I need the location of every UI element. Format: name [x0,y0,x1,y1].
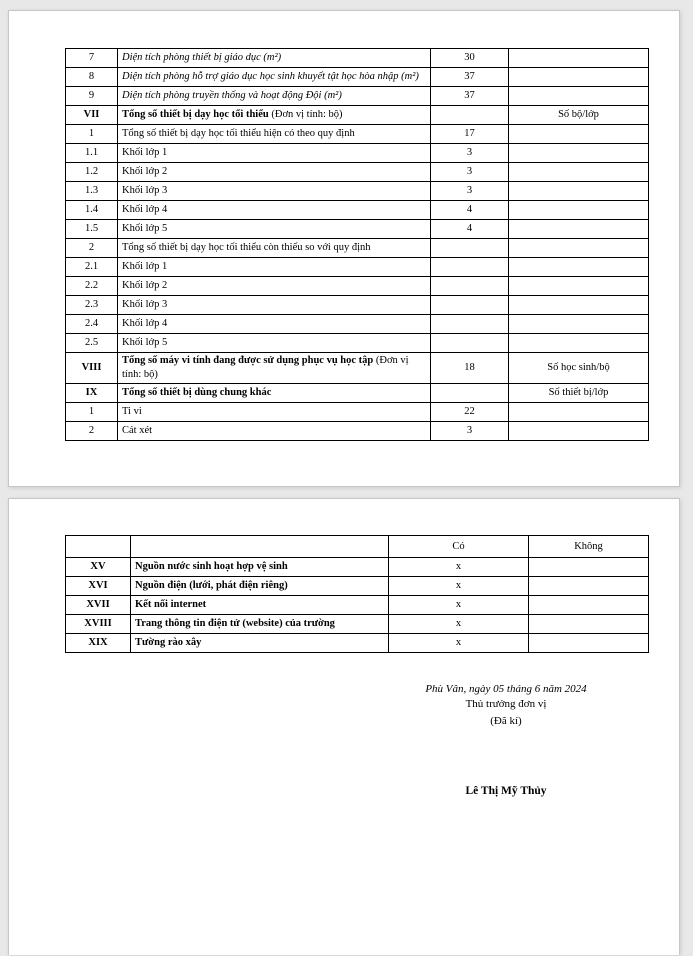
row-description: Tổng số thiết bị dạy học tối thiểu hiện có theo quy định [118,125,431,144]
row-value: 18 [431,353,509,384]
table-row [66,106,649,125]
row-khong-mark [529,615,649,634]
row-number: XVII [66,596,131,615]
row-note [509,49,649,68]
row-number: XVI [66,577,131,596]
table-row [66,201,649,220]
table-row [66,334,649,353]
row-value: 37 [431,87,509,106]
row-description: Khối lớp 5 [118,220,431,239]
row-number: 7 [66,49,118,68]
table-row [66,277,649,296]
row-description: Khối lớp 4 [118,201,431,220]
row-description: Tường rào xây [131,634,389,653]
row-value [431,315,509,334]
row-note [509,201,649,220]
table-row [66,258,649,277]
row-number: 8 [66,68,118,87]
row-description: Khối lớp 5 [118,334,431,353]
signature-name: Lê Thị Mỹ Thủy [465,785,547,797]
row-note [509,315,649,334]
row-number: 1 [66,402,118,421]
row-number: XVIII [66,615,131,634]
row-note [509,144,649,163]
row-note [509,87,649,106]
table-row [66,634,649,653]
row-description: Nguồn nước sinh hoạt hợp vệ sinh [131,558,389,577]
signature-block [333,683,679,797]
row-number: 1.1 [66,144,118,163]
row-number: 1.3 [66,182,118,201]
row-description: Ti vi [118,402,431,421]
row-value [431,277,509,296]
header-empty-number [66,536,131,558]
row-value: 30 [431,49,509,68]
row-note [509,220,649,239]
signature-title: Thủ trưởng đơn vị [465,698,547,710]
row-number: 1 [66,125,118,144]
row-number: 2 [66,239,118,258]
row-value [431,258,509,277]
row-number: XIX [66,634,131,653]
row-description: Kết nối internet [131,596,389,615]
table-row [66,296,649,315]
table-row [66,383,649,402]
row-number: IX [66,383,118,402]
table-row [66,163,649,182]
signature-signed-note: (Đã kí) [490,715,522,727]
table-row [66,596,649,615]
row-value [431,106,509,125]
row-value: 37 [431,68,509,87]
table-row [66,144,649,163]
table-header-row [66,536,649,558]
row-description: Khối lớp 3 [118,296,431,315]
row-description: Khối lớp 2 [118,277,431,296]
row-number: 2.4 [66,315,118,334]
row-note: Số học sinh/bộ [509,353,649,384]
table-row [66,577,649,596]
row-note [509,402,649,421]
row-value: 3 [431,421,509,440]
row-number: 1.2 [66,163,118,182]
row-note [509,239,649,258]
row-value: 4 [431,201,509,220]
row-note [509,296,649,315]
row-description: Tổng số thiết bị dạy học tối thiểu (Đơn vị tính: bộ) [118,106,431,125]
row-note [509,125,649,144]
row-description: Trang thông tin điện tử (website) của trường [131,615,389,634]
table-row [66,239,649,258]
table-row [66,421,649,440]
row-value [431,334,509,353]
table-row [66,220,649,239]
row-khong-mark [529,558,649,577]
row-value [431,296,509,315]
row-note: Số bộ/lớp [509,106,649,125]
table-row [66,68,649,87]
equipment-statistics-table [65,48,649,441]
column-header-co: Có [389,536,529,558]
row-number: 1.5 [66,220,118,239]
row-number: XV [66,558,131,577]
table-row [66,315,649,334]
row-value: 3 [431,163,509,182]
row-note [509,277,649,296]
row-note: Số thiết bị/lớp [509,383,649,402]
row-value: 4 [431,220,509,239]
row-description: Tổng số thiết bị dùng chung khác [118,383,431,402]
row-description: Khối lớp 4 [118,315,431,334]
row-description: Cát xét [118,421,431,440]
facilities-checklist-table [65,535,649,653]
row-value: 22 [431,402,509,421]
row-number: 2.2 [66,277,118,296]
row-co-mark: x [389,577,529,596]
row-description: Khối lớp 2 [118,163,431,182]
row-number: 2.1 [66,258,118,277]
table-row [66,87,649,106]
row-note [509,182,649,201]
row-number: 1.4 [66,201,118,220]
row-note [509,421,649,440]
row-value: 3 [431,144,509,163]
table-row [66,49,649,68]
row-khong-mark [529,634,649,653]
row-number: 2.3 [66,296,118,315]
row-number: VII [66,106,118,125]
table-row [66,353,649,384]
row-note [509,258,649,277]
document-page-1 [8,10,680,487]
row-description: Khối lớp 3 [118,182,431,201]
row-description: Khối lớp 1 [118,258,431,277]
row-khong-mark [529,577,649,596]
row-description: Diện tích phòng hỗ trợ giáo dục học sinh khuyết tật học hòa nhập (m²) [118,68,431,87]
row-description: Nguồn điện (lưới, phát điện riêng) [131,577,389,596]
row-description: Tổng số thiết bị dạy học tối thiểu còn thiếu so với quy định [118,239,431,258]
row-note [509,334,649,353]
row-note [509,68,649,87]
row-number: VIII [66,353,118,384]
row-co-mark: x [389,615,529,634]
table-row [66,615,649,634]
row-description: Diện tích phòng truyền thống và hoạt động Đội (m²) [118,87,431,106]
row-co-mark: x [389,558,529,577]
row-value: 17 [431,125,509,144]
row-value: 3 [431,182,509,201]
row-value [431,239,509,258]
row-number: 9 [66,87,118,106]
row-co-mark: x [389,634,529,653]
row-note [509,163,649,182]
row-number: 2 [66,421,118,440]
signature-place-date: Phù Vân, ngày 05 tháng 6 năm 2024 [425,683,587,695]
document-page-2 [8,498,680,955]
table-row [66,558,649,577]
header-empty-description [131,536,389,558]
row-description: Tổng số máy vi tính đang được sử dụng phục vụ học tập (Đơn vị tính: bộ) [118,353,431,384]
row-description: Khối lớp 1 [118,144,431,163]
row-co-mark: x [389,596,529,615]
table-row [66,182,649,201]
row-value [431,383,509,402]
row-description: Diện tích phòng thiết bị giáo dục (m²) [118,49,431,68]
row-number: 2.5 [66,334,118,353]
column-header-khong: Không [529,536,649,558]
row-khong-mark [529,596,649,615]
table-row [66,125,649,144]
table-row [66,402,649,421]
